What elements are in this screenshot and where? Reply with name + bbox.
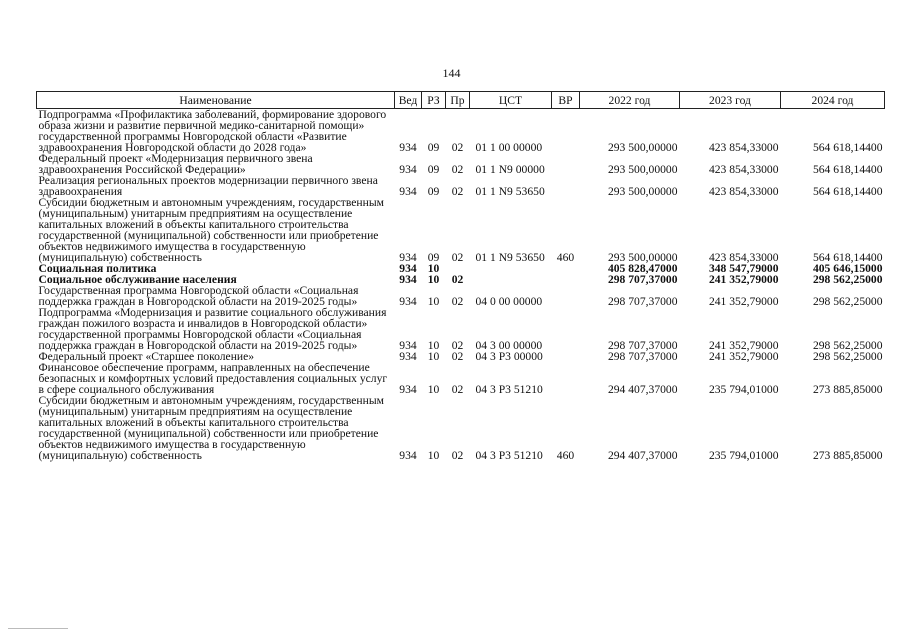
- row-ved-cell: 934: [399, 163, 417, 176]
- row-rz-cell: 09: [427, 251, 440, 264]
- page-number: 144: [442, 66, 461, 80]
- row-cst-cell: [470, 274, 552, 285]
- table-header: [37, 92, 885, 109]
- row-2023-cell: 241 352,79000: [708, 339, 779, 352]
- row-2024-cell: 273 885,85000: [812, 449, 883, 462]
- row-vr-cell: [552, 285, 580, 307]
- row-rz-cell: 09: [427, 163, 440, 176]
- row-2022-cell: 298 707,37000: [607, 339, 678, 352]
- table-row: [37, 109, 885, 154]
- row-pr-cell: 02: [451, 295, 464, 308]
- row-2024-cell: 564 618,14400: [812, 185, 883, 198]
- header-row: [37, 92, 885, 109]
- row-2024-cell: 564 618,14400: [812, 251, 883, 264]
- row-cst-cell: 01 1 00 00000: [475, 141, 543, 154]
- row-vr-cell: 460: [556, 251, 575, 264]
- col-header-pr: Пр: [446, 92, 470, 109]
- col-header-ved: Вед: [395, 92, 422, 109]
- row-2022-cell: 293 500,00000: [607, 141, 678, 154]
- row-ved-cell: 934: [399, 295, 417, 308]
- row-vr-cell: [552, 153, 580, 175]
- row-2022-cell: 298 707,37000: [607, 295, 678, 308]
- row-2023-cell: 348 547,79000: [708, 262, 779, 275]
- row-ved-cell: 934: [399, 185, 417, 198]
- row-2024-cell: 564 618,14400: [812, 163, 883, 176]
- row-rz-cell: 10: [427, 295, 440, 308]
- col-header-cst: ЦСТ: [470, 92, 552, 109]
- row-vr-cell: [552, 109, 580, 154]
- row-name-cell: Финансовое обеспечение программ, направленных на обеспечение безопасных и комфортных условий предоставления социальных услуг в сфере социального обслуживания: [38, 361, 388, 396]
- row-2022-cell: 405 828,47000: [607, 262, 678, 275]
- row-cst-cell: 04 3 P3 00000: [475, 350, 543, 363]
- table-body: [37, 109, 885, 462]
- row-2023-cell: 241 352,79000: [708, 350, 779, 363]
- row-rz-cell: 10: [427, 273, 440, 286]
- table-row: [37, 285, 885, 307]
- row-ved-cell: 934: [399, 273, 417, 286]
- row-cst-cell: 01 1 N9 00000: [475, 163, 545, 176]
- row-cst-cell: 01 1 N9 53650: [475, 185, 545, 198]
- row-vr-cell: [552, 175, 580, 197]
- row-2024-cell: 564 618,14400: [812, 141, 883, 154]
- row-pr-cell: 02: [451, 251, 464, 264]
- row-vr-cell: [552, 307, 580, 351]
- table-row: [37, 153, 885, 175]
- table-row: [37, 362, 885, 395]
- row-cst-cell: 04 3 00 00000: [475, 339, 543, 352]
- row-2022-cell: 298 707,37000: [607, 350, 678, 363]
- row-cst-cell: [470, 263, 552, 274]
- row-pr-cell: 02: [451, 339, 464, 352]
- row-vr-cell: [552, 362, 580, 395]
- row-2022-cell: 293 500,00000: [607, 163, 678, 176]
- row-cst-cell: 04 3 P3 51210: [475, 449, 543, 462]
- row-pr-cell: 02: [451, 449, 464, 462]
- row-pr-cell: 02: [451, 185, 464, 198]
- row-ved-cell: 934: [399, 350, 417, 363]
- row-ved-cell: 934: [399, 251, 417, 264]
- row-rz-cell: 10: [427, 449, 440, 462]
- row-2023-cell: 241 352,79000: [708, 295, 779, 308]
- row-vr-cell: 460: [556, 449, 575, 462]
- row-pr-cell: 02: [451, 350, 464, 363]
- row-2022-cell: 294 407,37000: [607, 449, 678, 462]
- row-name-cell: Субсидии бюджетным и автономным учреждениям, государственным (муниципальным) унитарным предприятиям на осуществление капитальных вложений в объекты капитального строительства государственной (муниципальной) собственности или приобретение объектов недвижимого имущества в государственную (муниципальную) собственность: [38, 196, 384, 264]
- row-2022-cell: 293 500,00000: [607, 251, 678, 264]
- row-rz-cell: 10: [427, 262, 440, 275]
- col-header-vr: ВР: [552, 92, 580, 109]
- row-rz-cell: 10: [427, 383, 440, 396]
- row-vr-cell: [552, 274, 580, 285]
- row-name-cell: Субсидии бюджетным и автономным учреждениям, государственным (муниципальным) унитарным предприятиям на осуществление капитальных вложений в объекты капитального строительства государственной (муниципальной) собственности или приобретение объектов недвижимого имущества в государственную (муниципальную) собственность: [38, 394, 384, 462]
- table-row: [37, 197, 885, 263]
- row-ved-cell: 934: [399, 339, 417, 352]
- row-2023-cell: 235 794,01000: [708, 383, 779, 396]
- row-2024-cell: 405 646,15000: [812, 262, 883, 275]
- row-2023-cell: 235 794,01000: [708, 449, 779, 462]
- row-2024-cell: 273 885,85000: [812, 383, 883, 396]
- row-2022-cell: 298 707,37000: [607, 273, 678, 286]
- row-vr-cell: [552, 351, 580, 362]
- row-2022-cell: 294 407,37000: [607, 383, 678, 396]
- footer-divider: [8, 628, 68, 629]
- row-rz-cell: 10: [427, 339, 440, 352]
- col-header-name: Наименование: [37, 92, 395, 109]
- row-rz-cell: 10: [427, 350, 440, 363]
- row-2024-cell: 298 562,25000: [812, 273, 883, 286]
- row-vr-cell: [552, 263, 580, 274]
- row-pr-cell: 02: [451, 163, 464, 176]
- row-ved-cell: 934: [399, 383, 417, 396]
- row-ved-cell: 934: [399, 141, 417, 154]
- row-2023-cell: 423 854,33000: [708, 163, 779, 176]
- row-2022-cell: 293 500,00000: [607, 185, 678, 198]
- row-ved-cell: 934: [399, 262, 417, 275]
- row-name-cell: Федеральный проект «Модернизация первичного звена здравоохранения Российской Федерации»: [38, 152, 313, 176]
- row-2023-cell: 241 352,79000: [708, 273, 779, 286]
- table-row: [37, 395, 885, 461]
- row-rz-cell: 09: [427, 185, 440, 198]
- col-header-2023: 2023 год: [680, 92, 781, 109]
- row-rz-cell: 09: [427, 141, 440, 154]
- row-2023-cell: 423 854,33000: [708, 141, 779, 154]
- row-name-cell: Реализация региональных проектов модернизации первичного звена здравоохранения: [38, 174, 378, 198]
- col-header-2022: 2022 год: [580, 92, 680, 109]
- row-name-cell: Социальная политика: [38, 262, 157, 275]
- row-2024-cell: 298 562,25000: [812, 350, 883, 363]
- row-pr-cell: 02: [451, 383, 464, 396]
- table-row: [37, 175, 885, 197]
- row-2024-cell: 298 562,25000: [812, 339, 883, 352]
- row-ved-cell: 934: [399, 449, 417, 462]
- row-cst-cell: 01 1 N9 53650: [475, 251, 545, 264]
- budget-table-container: [36, 91, 884, 461]
- row-cst-cell: 04 0 00 00000: [475, 295, 543, 308]
- row-pr-cell: 02: [451, 273, 464, 286]
- row-name-cell: Социальное обслуживание населения: [38, 273, 237, 286]
- table-row: [37, 307, 885, 351]
- budget-table: [36, 91, 885, 461]
- row-2023-cell: 423 854,33000: [708, 185, 779, 198]
- row-name-cell: Подпрограмма «Профилактика заболеваний, формирование здорового образа жизни и развитие первичной медико-санитарной помощи» государственной программы Новгородской области «Развитие здравоохранения Новгородской области до 2028 года»: [38, 108, 387, 154]
- row-2023-cell: 423 854,33000: [708, 251, 779, 264]
- row-name-cell: Федеральный проект «Старшее поколение»: [38, 350, 255, 363]
- row-cst-cell: 04 3 P3 51210: [475, 383, 543, 396]
- row-2024-cell: 298 562,25000: [812, 295, 883, 308]
- row-name-cell: Государственная программа Новгородской области «Социальная поддержка граждан в Новгородской области на 2019-2025 годы»: [38, 284, 359, 308]
- row-pr-cell: 02: [451, 141, 464, 154]
- row-name-cell: Подпрограмма «Модернизация и развитие социального обслуживания граждан пожилого возраста и инвалидов в Новгородской области» государственной программы Новгородской области «Социальная поддержка граждан в Новгородской области на 2019-2025 годы»: [38, 306, 387, 352]
- col-header-2024: 2024 год: [781, 92, 885, 109]
- col-header-rz: РЗ: [422, 92, 446, 109]
